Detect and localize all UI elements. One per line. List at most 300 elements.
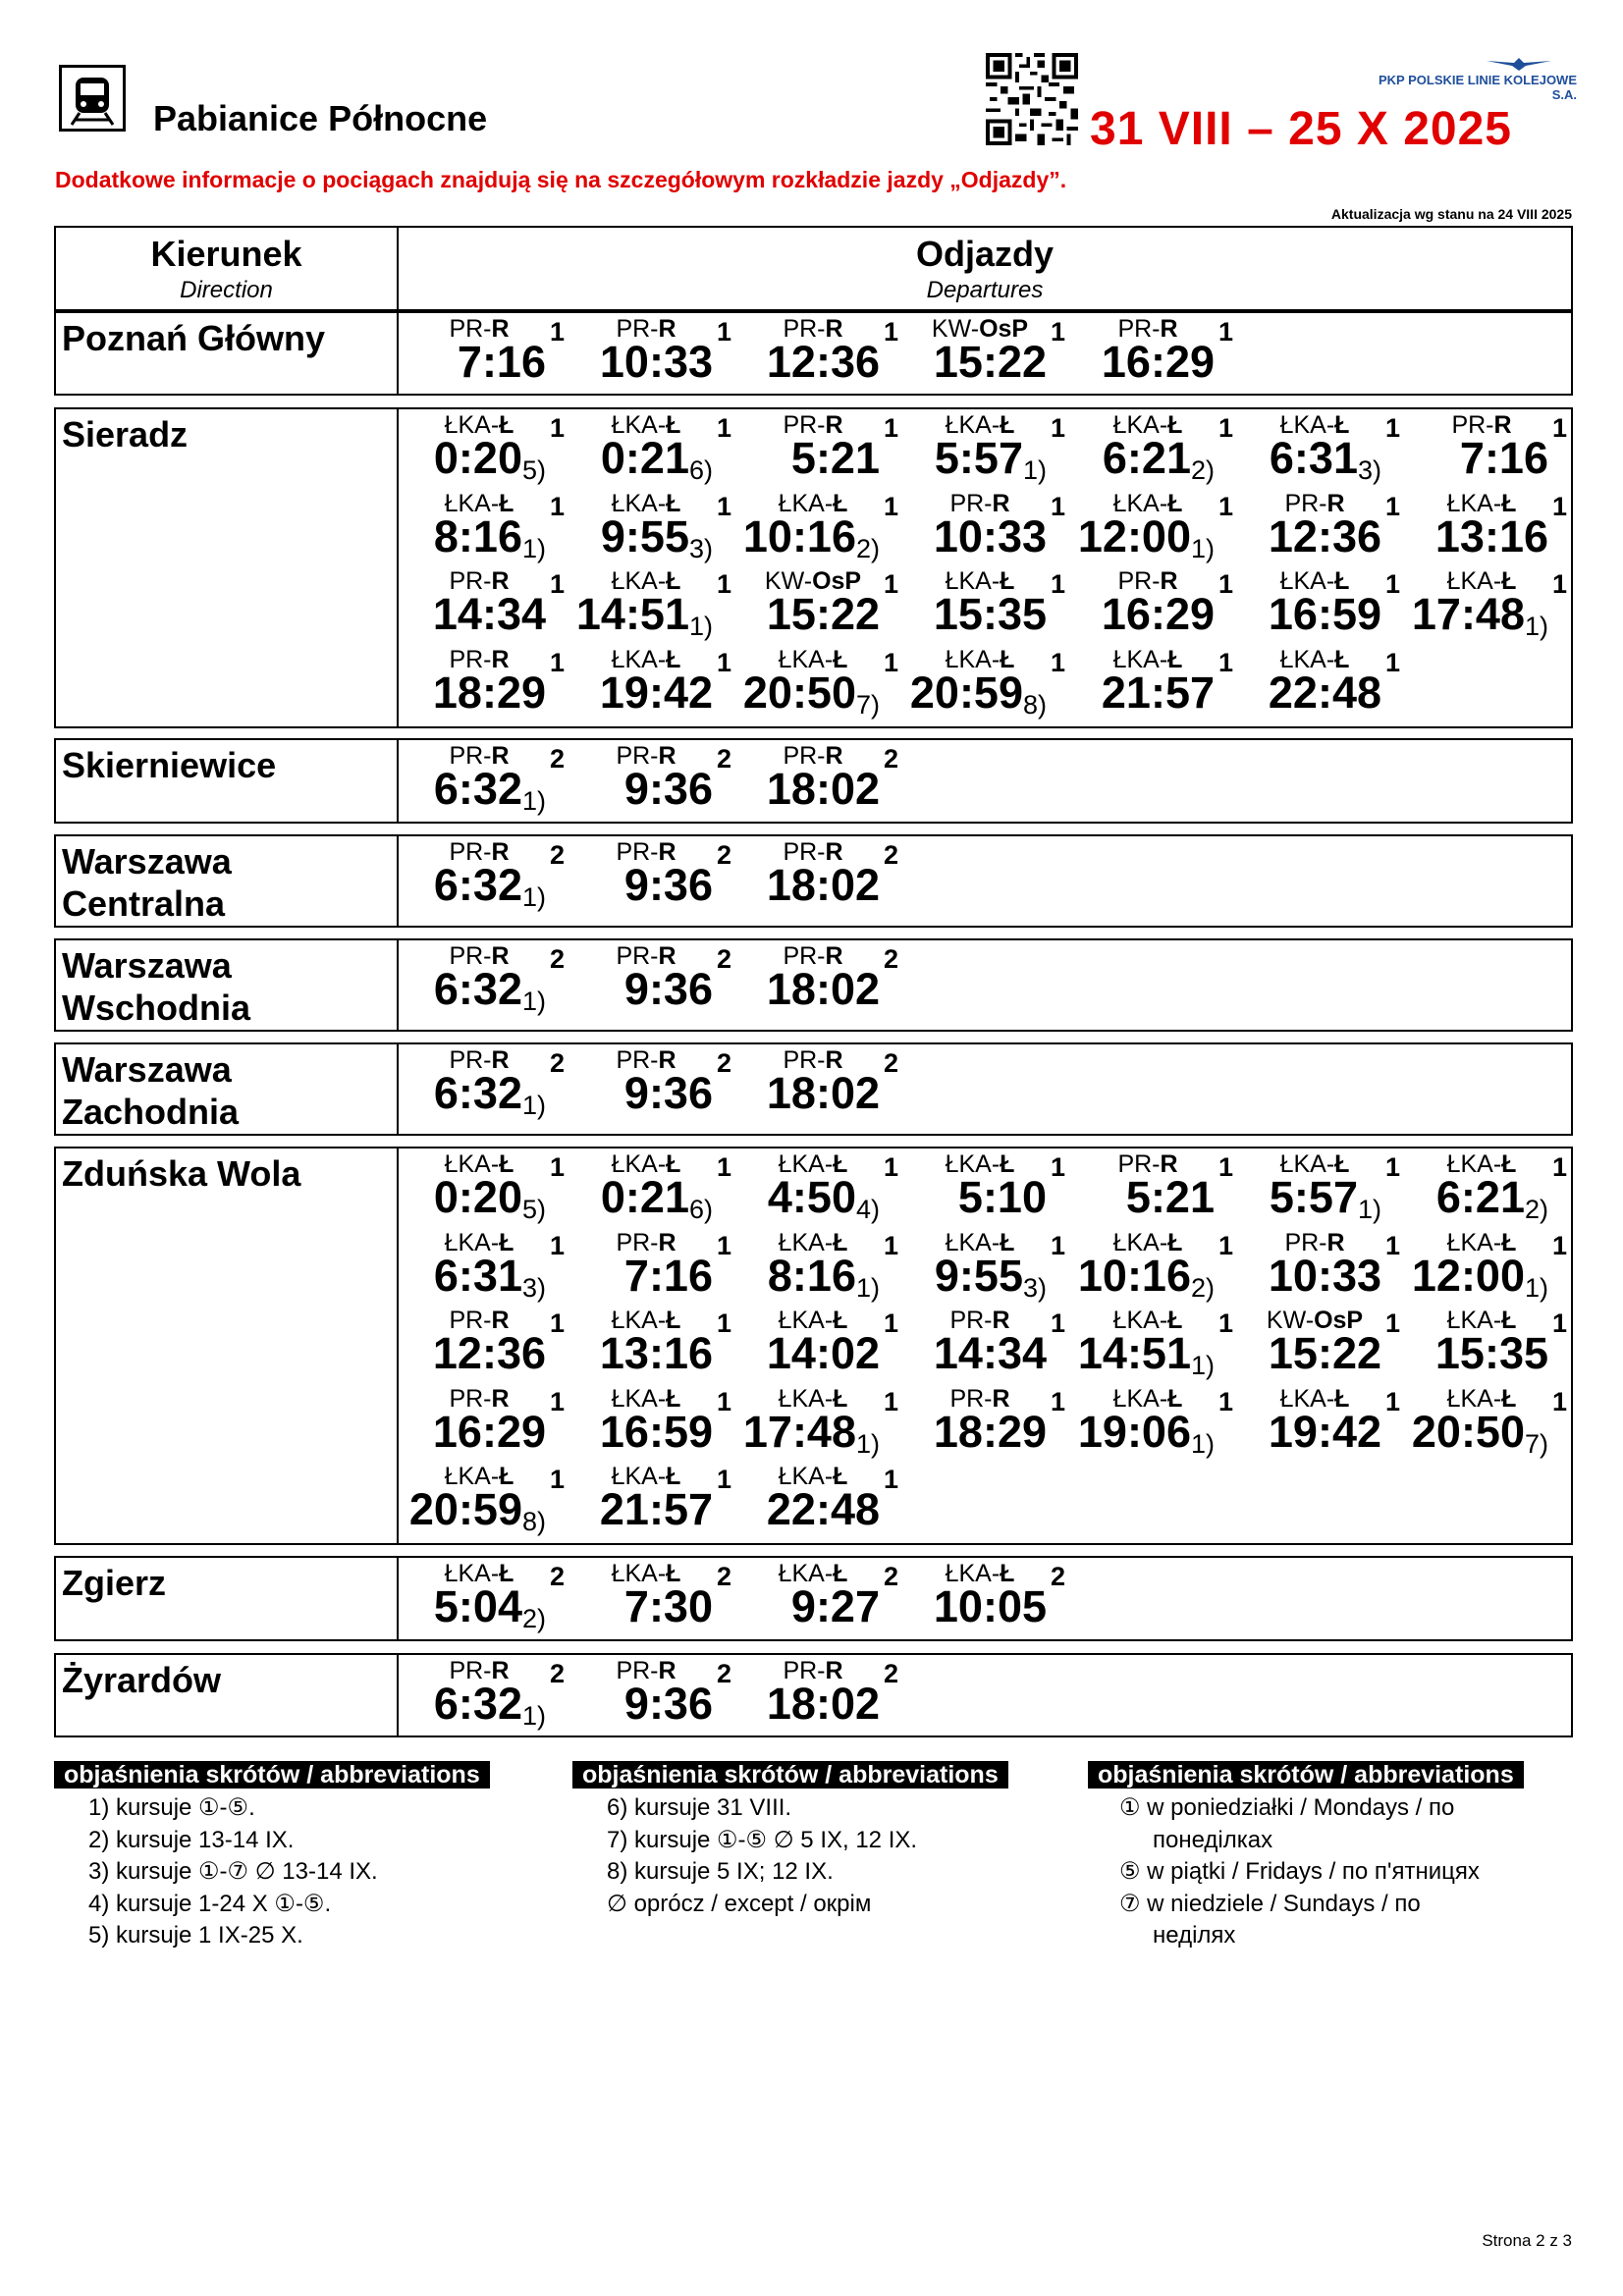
departure-entry [579, 742, 746, 821]
departure-time [1270, 1172, 1381, 1229]
train-type: R [1160, 1150, 1178, 1178]
departure-time [600, 1484, 713, 1541]
departure-entry [1411, 1228, 1582, 1308]
departure-entry [579, 490, 746, 568]
train-type: Ł [1501, 1150, 1517, 1178]
train-type: Ł [1334, 645, 1350, 673]
footnote-ref: 5) [521, 455, 546, 485]
carrier-code: PR- [449, 567, 492, 595]
platform-number: 1 [1218, 1230, 1234, 1260]
time-value: 5:57 [934, 433, 1023, 483]
train-type: R [1326, 1228, 1345, 1256]
time-value: 6:32 [433, 860, 522, 910]
departure-time [1435, 511, 1548, 568]
departure-time [433, 589, 546, 646]
time-value: 18:02 [766, 1679, 880, 1729]
platform-number: 1 [884, 317, 899, 347]
direction-block [54, 311, 1573, 396]
time-value: 5:21 [1125, 1172, 1215, 1222]
train-type: Ł [666, 567, 681, 595]
platform-number: 1 [550, 491, 566, 521]
departure-time [1102, 589, 1215, 646]
direction-name: Warszawa Zachodnia [62, 1049, 240, 1132]
carrier-code: ŁKA- [1112, 1228, 1168, 1256]
train-type: R [658, 1228, 676, 1256]
platform-number: 1 [1218, 491, 1234, 521]
departure-time [434, 1581, 546, 1638]
train-type: R [491, 567, 510, 595]
footnote-ref: 1) [1524, 612, 1548, 641]
train-type: R [491, 838, 510, 866]
platform-number: 2 [884, 1562, 899, 1591]
carrier-code: ŁKA- [1112, 1384, 1168, 1413]
carrier-code: ŁKA- [611, 1150, 667, 1178]
direction-block [54, 407, 1573, 728]
departure-time [433, 1328, 546, 1385]
platform-number: 1 [1051, 1308, 1066, 1338]
time-value: 18:02 [766, 964, 880, 1014]
footnote-ref: 1) [1357, 1195, 1381, 1224]
departure-time [767, 764, 880, 821]
platform-number: 1 [550, 1465, 566, 1494]
carrier-code: ŁKA- [1446, 489, 1502, 517]
platform-number: 1 [1218, 647, 1234, 677]
carrier-code: PR- [783, 411, 826, 439]
platform-number: 1 [884, 1152, 899, 1182]
departure-time [767, 1484, 880, 1541]
departure-time [935, 433, 1047, 490]
time-value: 16:29 [1101, 589, 1215, 639]
platform-number: 1 [884, 1465, 899, 1494]
column-divider [397, 1558, 399, 1639]
footnote-ref: 3) [521, 1272, 546, 1303]
abbreviation-item: ① w poniedziałki / Mondays / по [1119, 1794, 1455, 1821]
platform-number: 1 [1552, 569, 1568, 599]
departure-entry [1248, 567, 1415, 646]
train-type: R [825, 1657, 843, 1684]
departure-entry [412, 646, 579, 724]
carrier-code: PR- [616, 315, 659, 343]
departure-entry [1248, 411, 1415, 490]
time-value: 20:59 [408, 1484, 522, 1534]
time-value: 9:55 [600, 510, 689, 561]
departure-entry [913, 411, 1080, 490]
departure-time [458, 337, 546, 394]
departure-entry [746, 1150, 913, 1229]
train-type: R [992, 1307, 1010, 1334]
carrier-code: ŁKA- [778, 1463, 834, 1490]
column-divider [397, 836, 399, 926]
departure-entry [909, 645, 1080, 724]
departure-entry [579, 1229, 746, 1308]
time-value: 12:36 [432, 1328, 546, 1378]
column-divider [397, 940, 399, 1030]
platform-number: 1 [884, 1308, 899, 1338]
departure-time [624, 964, 713, 1021]
carrier-code: PR- [1284, 1228, 1327, 1256]
time-value: 16:29 [1101, 337, 1215, 387]
train-type: R [658, 315, 676, 343]
time-value: 9:36 [623, 1679, 713, 1729]
platform-number: 1 [884, 1230, 899, 1260]
carrier-code: PR- [949, 1307, 993, 1334]
departure-entry [412, 411, 579, 490]
time-value: 15:35 [1434, 1328, 1548, 1378]
departure-time [768, 1251, 880, 1308]
departure-time [624, 1581, 713, 1638]
departure-time [624, 1679, 713, 1735]
carrier-code: ŁKA- [1279, 645, 1335, 673]
time-value: 7:16 [1459, 433, 1548, 483]
departure-entry [746, 411, 913, 490]
carrier-code: ŁKA- [444, 1228, 500, 1256]
carrier-code: ŁKA- [611, 1463, 667, 1490]
departure-time [934, 337, 1047, 394]
train-type: R [658, 1657, 676, 1684]
footnote-ref: 1) [521, 533, 546, 563]
departure-entry [412, 490, 579, 568]
direction-block [54, 1653, 1573, 1737]
footnote-ref: 1) [521, 1091, 546, 1120]
departure-entry [579, 1307, 746, 1385]
departure-time [1436, 1172, 1548, 1229]
departure-time [1270, 433, 1381, 490]
departure-entry [579, 411, 746, 490]
platform-number: 1 [1552, 1386, 1568, 1416]
direction-name: Warszawa Wschodnia [62, 945, 251, 1028]
departure-time [767, 1328, 880, 1385]
time-value: 20:59 [909, 667, 1023, 718]
carrier-code: ŁKA- [778, 489, 834, 517]
departure-entry [412, 1560, 579, 1638]
departure-time [934, 1581, 1047, 1638]
departure-entry [1077, 489, 1248, 568]
abbreviation-item: 7) kursuje ①-⑤ ∅ 5 IX, 12 IX. [607, 1826, 918, 1853]
platform-number: 1 [884, 647, 899, 677]
train-type: Ł [833, 1384, 848, 1413]
footnote-ref: 5) [521, 1195, 546, 1224]
platform-number: 1 [884, 491, 899, 521]
departure-time [743, 667, 880, 724]
train-type: Ł [833, 1463, 848, 1490]
departure-time [934, 511, 1047, 568]
platform-number: 1 [717, 491, 732, 521]
footnote-ref: 1) [688, 612, 713, 641]
time-value: 12:36 [766, 337, 880, 387]
platform-number: 1 [550, 317, 566, 347]
time-value: 6:32 [433, 764, 522, 814]
departure-entry [412, 315, 579, 394]
platform-number: 1 [550, 1308, 566, 1338]
platform-number: 1 [1385, 569, 1401, 599]
time-value: 10:16 [1077, 1250, 1191, 1301]
departure-time [434, 964, 546, 1021]
departure-time [743, 511, 880, 568]
platform-number: 1 [884, 1386, 899, 1416]
time-value: 0:21 [600, 433, 689, 483]
train-type: Ł [666, 1384, 681, 1413]
carrier-code: ŁKA- [1112, 411, 1168, 439]
train-type: R [1326, 489, 1345, 517]
train-type: Ł [1000, 567, 1015, 595]
train-type: Ł [499, 1463, 514, 1490]
departure-entry [746, 1560, 913, 1638]
platform-number: 1 [1051, 569, 1066, 599]
abbreviation-item: 4) kursuje 1-24 X ①-⑤. [88, 1890, 332, 1917]
departure-entry [913, 1385, 1080, 1464]
time-value: 10:33 [933, 510, 1047, 561]
platform-number: 1 [550, 569, 566, 599]
time-value: 18:02 [766, 764, 880, 814]
departure-entry [412, 742, 579, 821]
validity-period: 31 VIII – 25 X 2025 [1090, 103, 1512, 155]
departure-time [767, 1068, 880, 1125]
departure-entry [913, 567, 1080, 646]
carrier-code: ŁKA- [444, 1150, 500, 1178]
departure-time [1269, 589, 1381, 646]
train-type: R [1160, 567, 1178, 595]
time-value: 6:21 [1435, 1172, 1525, 1222]
departure-time [1269, 1328, 1381, 1385]
time-value: 12:00 [1411, 1250, 1525, 1301]
departure-entry [746, 838, 913, 917]
departure-entry [579, 1560, 746, 1638]
direction-name: Zduńska Wola [62, 1153, 301, 1194]
footnote-ref: 1) [1190, 1351, 1215, 1380]
train-type: R [825, 742, 843, 770]
info-notice: Dodatkowe informacje o pociągach znajdują się na szczegółowym rozkładzie jazdy „Odjazdy”. [55, 167, 1067, 192]
train-type: Ł [833, 1560, 848, 1587]
carrier-code: ŁKA- [945, 567, 1001, 595]
departure-entry [579, 838, 746, 917]
departure-entry [1081, 567, 1248, 646]
carrier-code: ŁKA- [444, 1560, 500, 1587]
departure-entry [1081, 646, 1248, 724]
time-value: 8:16 [433, 510, 522, 561]
carrier-code: PR- [449, 645, 492, 673]
footnote-ref: 1) [521, 786, 546, 816]
platform-number: 1 [884, 569, 899, 599]
footnote-ref: 2) [1190, 455, 1215, 485]
platform-number: 1 [1385, 1152, 1401, 1182]
platform-number: 2 [1051, 1562, 1066, 1591]
carrier-code: ŁKA- [444, 489, 500, 517]
platform-number: 1 [1051, 317, 1066, 347]
departure-entry [742, 1384, 913, 1464]
train-type: Ł [1501, 567, 1517, 595]
time-value: 6:32 [433, 964, 522, 1014]
station-name: Pabianice Północne [153, 98, 488, 138]
departure-entry [913, 315, 1080, 394]
platform-number: 1 [550, 1152, 566, 1182]
departure-time [1078, 1328, 1215, 1385]
departure-time [767, 589, 880, 646]
platform-number: 2 [717, 1659, 732, 1688]
footnote-ref: 3) [1357, 455, 1381, 485]
departure-entry [412, 1046, 579, 1125]
time-value: 13:16 [1434, 510, 1548, 561]
abbreviation-item: ⑦ w niedziele / Sundays / по [1119, 1890, 1421, 1917]
departure-time [791, 433, 880, 490]
time-value: 9:36 [623, 764, 713, 814]
abbreviation-item: 2) kursuje 13-14 IX. [88, 1826, 295, 1853]
carrier-code: ŁKA- [778, 1307, 834, 1334]
train-type: Ł [499, 489, 514, 517]
departure-time [601, 1172, 713, 1229]
time-value: 16:59 [599, 1406, 713, 1457]
carrier-code: ŁKA- [778, 1150, 834, 1178]
departure-entry [1081, 315, 1248, 394]
time-value: 12:00 [1077, 510, 1191, 561]
departure-time [1412, 1251, 1548, 1308]
departure-entry [408, 1463, 579, 1541]
platform-number: 2 [717, 1048, 732, 1078]
departure-time [409, 1484, 546, 1541]
platform-number: 2 [884, 944, 899, 974]
carrier-code: ŁKA- [1279, 1150, 1335, 1178]
time-value: 15:22 [766, 589, 880, 639]
train-type: R [658, 942, 676, 970]
train-type: R [825, 315, 843, 343]
platform-number: 1 [1385, 1308, 1401, 1338]
departure-time [434, 860, 546, 917]
platform-number: 2 [717, 1562, 732, 1591]
carrier-code: ŁKA- [611, 1560, 667, 1587]
time-value: 17:48 [1411, 589, 1525, 639]
footnote-ref: 3) [688, 533, 713, 563]
platform-number: 2 [884, 744, 899, 774]
departure-time [1078, 1251, 1215, 1308]
departure-entry [579, 1385, 746, 1464]
platform-number: 1 [1385, 491, 1401, 521]
footnote-ref: 2) [1524, 1195, 1548, 1224]
departure-time [791, 1581, 880, 1638]
platform-number: 1 [717, 1152, 732, 1182]
train-type: R [1493, 411, 1512, 439]
platform-number: 2 [550, 944, 566, 974]
departure-entry [913, 1307, 1080, 1385]
footnote-ref: 1) [1190, 533, 1215, 563]
time-value: 5:57 [1269, 1172, 1358, 1222]
carrier-code: ŁKA- [1112, 645, 1168, 673]
carrier-code: PR- [449, 838, 492, 866]
platform-number: 1 [717, 413, 732, 443]
carrier-code: PR- [949, 1384, 993, 1413]
platform-number: 2 [550, 840, 566, 870]
departure-entry [1081, 1150, 1248, 1229]
departure-entry [579, 1150, 746, 1229]
carrier-code: KW- [931, 315, 980, 343]
time-value: 0:20 [433, 1172, 522, 1222]
time-value: 20:50 [1411, 1406, 1525, 1457]
time-value: 13:16 [599, 1328, 713, 1378]
departure-entry [746, 567, 913, 646]
time-value: 6:21 [1102, 433, 1191, 483]
train-type: R [491, 1046, 510, 1074]
column-divider [397, 1044, 399, 1134]
departure-entry [412, 1657, 579, 1735]
departure-entry [579, 1463, 746, 1541]
platform-number: 1 [717, 1230, 732, 1260]
carrier-code: ŁKA- [945, 1560, 1001, 1587]
departure-time [910, 667, 1047, 724]
train-type: Ł [1334, 1150, 1350, 1178]
departure-entry [1248, 1229, 1415, 1308]
departure-entry [579, 1046, 746, 1125]
carrier-code: ŁKA- [611, 645, 667, 673]
abbreviation-item: 8) kursuje 5 IX; 12 IX. [607, 1858, 834, 1885]
carrier-code: ŁKA- [945, 1150, 1001, 1178]
train-type: R [658, 838, 676, 866]
departure-time [434, 764, 546, 821]
time-value: 9:55 [934, 1250, 1023, 1301]
carrier-code: ŁKA- [945, 1228, 1001, 1256]
platform-number: 1 [717, 569, 732, 599]
departure-entry [412, 1150, 579, 1229]
direction-header: Kierunek [150, 234, 302, 274]
platform-number: 1 [1552, 1152, 1568, 1182]
departure-time [600, 337, 713, 394]
carrier-code: KW- [1266, 1307, 1315, 1334]
platform-number: 1 [1051, 1386, 1066, 1416]
train-type: Ł [1334, 411, 1350, 439]
time-value: 14:51 [575, 589, 689, 639]
platform-number: 1 [717, 1465, 732, 1494]
time-value: 4:50 [767, 1172, 856, 1222]
abbreviation-item: неділях [1153, 1922, 1236, 1949]
platform-number: 1 [550, 1386, 566, 1416]
train-type: Ł [666, 645, 681, 673]
carrier-code: ŁKA- [778, 645, 834, 673]
departure-time [935, 1251, 1047, 1308]
departure-entry [412, 1385, 579, 1464]
departure-time [600, 1328, 713, 1385]
time-value: 17:48 [742, 1406, 856, 1457]
train-type: R [491, 942, 510, 970]
carrier-code: PR- [1117, 315, 1161, 343]
time-value: 21:57 [599, 1484, 713, 1534]
departure-entry [746, 1229, 913, 1308]
train-icon [59, 65, 126, 132]
departure-entry [579, 646, 746, 724]
carrier-code: ŁKA- [1446, 1384, 1502, 1413]
carrier-code: PR- [1117, 567, 1161, 595]
departure-time [767, 964, 880, 1021]
carrier-code: PR- [783, 1657, 826, 1684]
train-type: Ł [499, 411, 514, 439]
departure-entry [1411, 567, 1582, 646]
platform-number: 1 [1051, 413, 1066, 443]
time-value: 16:59 [1268, 589, 1381, 639]
train-type: R [491, 1384, 510, 1413]
departure-entry [412, 567, 579, 646]
departure-entry [412, 838, 579, 917]
train-type: R [992, 1384, 1010, 1413]
departure-entry [1077, 1384, 1248, 1464]
platform-number: 1 [1218, 413, 1234, 443]
train-type: Ł [833, 1307, 848, 1334]
departure-time [1078, 1407, 1215, 1464]
carrier-code: ŁKA- [1279, 411, 1335, 439]
departure-time [1102, 337, 1215, 394]
departure-time [434, 1251, 546, 1308]
platform-number: 1 [717, 1386, 732, 1416]
abbreviations-heading: objaśnienia skrótów / abbreviations [1088, 1761, 1524, 1789]
departure-entry [1415, 1307, 1582, 1385]
train-type: Ł [1000, 1560, 1015, 1587]
time-value: 21:57 [1101, 667, 1215, 718]
departure-entry [746, 1463, 913, 1541]
